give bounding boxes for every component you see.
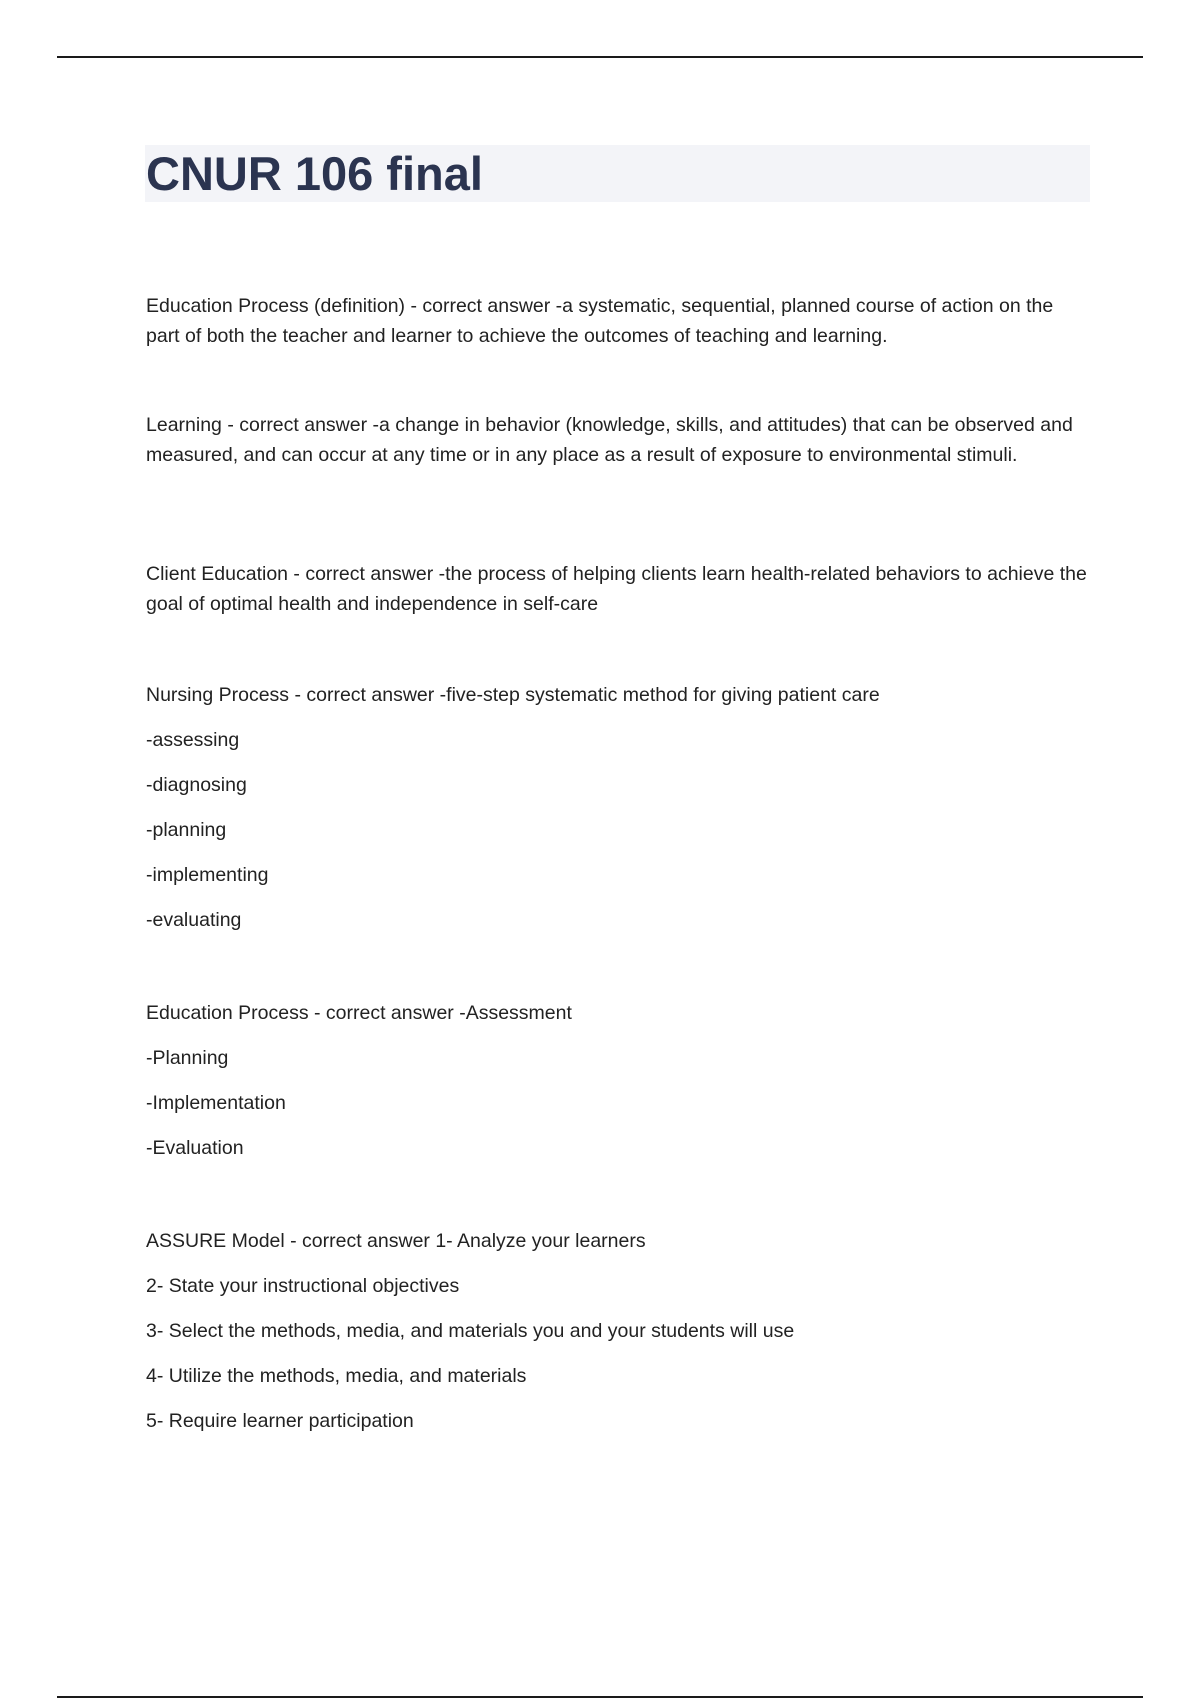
entry-text: Education Process - correct answer -Assessment <box>146 1002 572 1024</box>
list-item: -Planning <box>146 1047 229 1069</box>
entry-assure-model <box>146 1226 1091 1436</box>
entry-education-process-definition <box>146 291 1091 351</box>
entry-text: Nursing Process - correct answer -five-step systematic method for giving patient care <box>146 684 880 706</box>
list-item: -assessing <box>146 729 240 751</box>
entry-nursing-process <box>146 680 1091 935</box>
list-item: 5- Require learner participation <box>146 1410 414 1432</box>
entry-education-process <box>146 998 1091 1163</box>
list-item: 4- Utilize the methods, media, and materials <box>146 1365 527 1387</box>
entry-text: Client Education - correct answer -the process of helping clients learn health-related behaviors to achieve the goal of optimal health and independence in self-care <box>146 563 1087 615</box>
list-item: -implementing <box>146 864 269 886</box>
list-item: -evaluating <box>146 909 242 931</box>
list-item: -diagnosing <box>146 774 247 796</box>
list-item: -Implementation <box>146 1092 286 1114</box>
list-item: 2- State your instructional objectives <box>146 1275 460 1297</box>
bottom-rule <box>57 1696 1143 1698</box>
entry-text: Learning - correct answer -a change in behavior (knowledge, skills, and attitudes) that can be observed and measured, and can occur at any time or in any place as a result of exposure to environmental stimuli. <box>146 414 1073 466</box>
entry-client-education <box>146 559 1091 619</box>
list-item: -planning <box>146 819 227 841</box>
entry-text: Education Process (definition) - correct answer -a systematic, sequential, planned course of action on the part of both the teacher and learner to achieve the outcomes of teaching and learning. <box>146 295 1054 347</box>
entry-learning <box>146 410 1091 470</box>
list-item: -Evaluation <box>146 1137 244 1159</box>
entry-text: ASSURE Model - correct answer 1- Analyze your learners <box>146 1230 646 1252</box>
page-title: CNUR 106 final <box>146 147 483 200</box>
top-rule <box>57 56 1143 58</box>
list-item: 3- Select the methods, media, and materials you and your students will use <box>146 1320 795 1342</box>
